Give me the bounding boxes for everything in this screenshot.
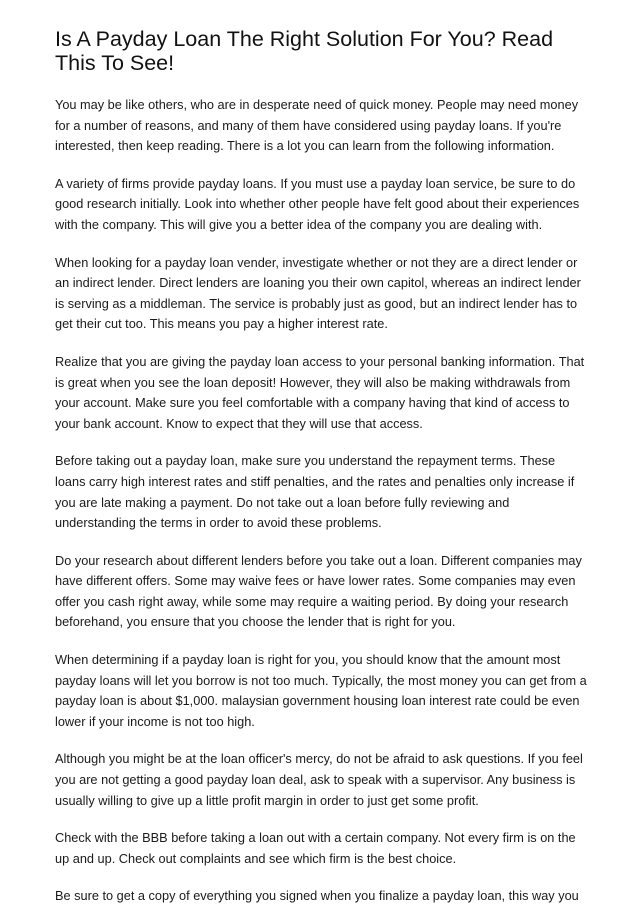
paragraph-intro: You may be like others, who are in desperate need of quick money. People may need money for a number of reasons, and many of them have considered using payday loans. If you're interested, then keep reading. There is a lot you can learn from the following information. <box>55 97 579 154</box>
document-page <box>55 27 589 907</box>
paragraph-keep-copy: Be sure to get a copy of everything you signed when you finalize a payday loan, this way you <box>55 888 579 904</box>
paragraph-ask-questions: Although you might be at the loan officer's mercy, do not be afraid to ask questions. If you feel you are not getting a good payday loan deal, ask to speak with a supervisor. Any business is usually willing to give up a little profit margin in order to just get some profit. <box>55 751 583 808</box>
paragraph-bank-access: Realize that you are giving the payday loan access to your personal banking information. That is great when you see the loan deposit! However, they will also be making withdrawals from your account. Make sure you feel comfortable with a company having that kind of access to your bank account. Know to expect that they will use that access. <box>55 353 585 431</box>
paragraph-research-firms: A variety of firms provide payday loans. If you must use a payday loan service, be sure to do good research initially. Look into whether other people have felt good about their experiences with the company. This will give you a better idea of the company you are dealing with. <box>55 175 580 232</box>
paragraph-compare-lenders: Do your research about different lenders before you take out a loan. Different companies may have different offers. Some may waive fees or have lower rates. Some companies may even offer you cash right away, while some may require a waiting period. By doing your research beforehand, you ensure that you choose the lender that is right for you. <box>55 552 582 630</box>
document-title: Is A Payday Loan The Right Solution For You? Read This To See! <box>55 27 554 75</box>
paragraph-loan-amount: When determining if a payday loan is right for you, you should know that the amount most payday loans will let you borrow is not too much. Typically, the most money you can get from a payday loan is about $1,000. malaysian government housing loan interest rate could be even lower if your income is not too high. <box>55 652 587 729</box>
paragraph-repayment-terms: Before taking out a payday loan, make sure you understand the repayment terms. These loans carry high interest rates and stiff penalties, and the rates and penalties only increase if you are late making a payment. Do not take out a loan before fully reviewing and understanding the terms in order to avoid these problems. <box>55 453 575 531</box>
paragraph-check-bbb: Check with the BBB before taking a loan out with a certain company. Not every firm is on the up and up. Check out complaints and see which firm is the best choice. <box>55 830 576 866</box>
paragraph-direct-lender: When looking for a payday loan vender, investigate whether or not they are a direct lender or an indirect lender. Direct lenders are loaning you their own capitol, whereas an indirect lender is serving as a middleman. The service is probably just as good, but an indirect lender has to get their cut too. This means you pay a higher interest rate. <box>55 254 581 332</box>
